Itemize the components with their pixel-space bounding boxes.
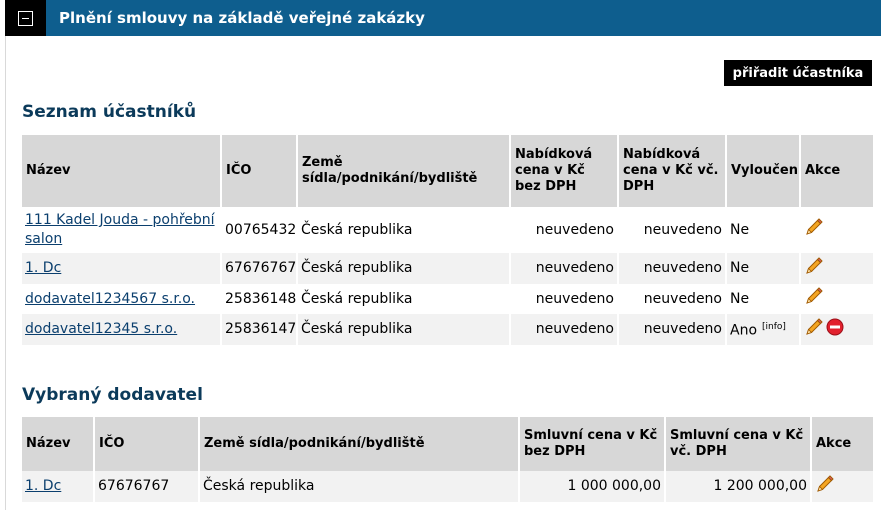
info-link[interactable]: [info] <box>762 322 786 333</box>
col-name: Název <box>22 417 94 471</box>
col-country: Země sídla/podnikání/bydliště <box>199 417 519 471</box>
col-ico: IČO <box>221 135 297 207</box>
supplier-name-link[interactable]: 1. Dc <box>25 478 62 494</box>
col-actions: Akce <box>811 417 873 471</box>
price-gross-cell: neuvedeno <box>618 314 726 345</box>
actions-cell <box>800 253 873 284</box>
country-cell: Česká republika <box>199 471 519 502</box>
price-gross-cell: neuvedeno <box>618 253 726 284</box>
ico-cell: 00765432 <box>221 207 297 253</box>
table-row <box>22 207 873 253</box>
participant-name-link[interactable]: 111 Kadel Jouda - pohřební salon <box>25 212 215 247</box>
ico-cell: 25836148 <box>221 284 297 314</box>
country-cell: Česká republika <box>297 284 510 314</box>
col-excluded: Vyloučen <box>726 135 800 207</box>
actions-cell <box>800 314 873 345</box>
ico-cell: 67676767 <box>221 253 297 284</box>
excluded-value: Ne <box>730 290 750 307</box>
panel-header <box>5 0 881 36</box>
ico-cell: 25836147 <box>221 314 297 345</box>
participants-section-title: Seznam účastníků <box>22 102 197 122</box>
excluded-cell <box>726 207 800 253</box>
panel-title: Plnění smlouvy na základě veřejné zakázky <box>59 9 425 27</box>
excluded-cell <box>726 284 800 314</box>
actions-cell <box>800 284 873 314</box>
participant-name-link[interactable]: dodavatel12345 s.r.o. <box>25 321 178 337</box>
excluded-value: Ano <box>730 322 758 339</box>
col-name: Název <box>22 135 221 207</box>
price-net-cell: neuvedeno <box>510 207 618 253</box>
table-row <box>22 471 873 502</box>
excluded-value: Ne <box>730 260 750 276</box>
table-row <box>22 284 873 314</box>
price-gross-cell: neuvedeno <box>618 207 726 253</box>
country-cell: Česká republika <box>297 314 510 345</box>
col-actions: Akce <box>800 135 873 207</box>
pencil-icon[interactable] <box>804 286 824 312</box>
contract-price-gross-cell: 1 200 000,00 <box>665 471 811 502</box>
collapse-minus-icon <box>18 11 33 26</box>
price-net-cell: neuvedeno <box>510 284 618 314</box>
country-cell: Česká republika <box>297 253 510 284</box>
participant-name-link[interactable]: dodavatel1234567 s.r.o. <box>25 290 196 307</box>
panel-border <box>5 36 6 510</box>
col-contract-price-net: Smluvní cena v Kč bez DPH <box>519 417 665 471</box>
pencil-icon[interactable] <box>804 217 824 243</box>
participants-table <box>22 135 873 345</box>
pencil-icon[interactable] <box>804 317 824 343</box>
col-price-gross: Nabídková cena v Kč vč. DPH <box>618 135 726 207</box>
table-row <box>22 314 873 345</box>
actions-cell <box>811 471 873 502</box>
excluded-value: Ne <box>730 221 750 238</box>
delete-icon[interactable] <box>826 318 844 342</box>
pencil-icon[interactable] <box>804 256 824 282</box>
actions-cell <box>800 207 873 253</box>
country-cell: Česká republika <box>297 207 510 253</box>
contract-price-net-cell: 1 000 000,00 <box>519 471 665 502</box>
collapse-button[interactable] <box>5 0 46 36</box>
col-contract-price-gross: Smluvní cena v Kč vč. DPH <box>665 417 811 471</box>
participant-name-link[interactable]: 1. Dc <box>25 260 62 276</box>
price-net-cell: neuvedeno <box>510 253 618 284</box>
price-gross-cell: neuvedeno <box>618 284 726 314</box>
col-ico: IČO <box>94 417 199 471</box>
assign-participant-button[interactable]: přiřadit účastníka <box>724 60 872 86</box>
supplier-section-title: Vybraný dodavatel <box>22 385 203 405</box>
col-country: Země sídla/podnikání/bydliště <box>297 135 510 207</box>
ico-cell: 67676767 <box>94 471 199 502</box>
col-price-net: Nabídková cena v Kč bez DPH <box>510 135 618 207</box>
table-row <box>22 253 873 284</box>
pencil-icon[interactable] <box>815 474 835 500</box>
excluded-cell <box>726 314 800 345</box>
supplier-table <box>22 417 873 502</box>
price-net-cell: neuvedeno <box>510 314 618 345</box>
excluded-cell <box>726 253 800 284</box>
